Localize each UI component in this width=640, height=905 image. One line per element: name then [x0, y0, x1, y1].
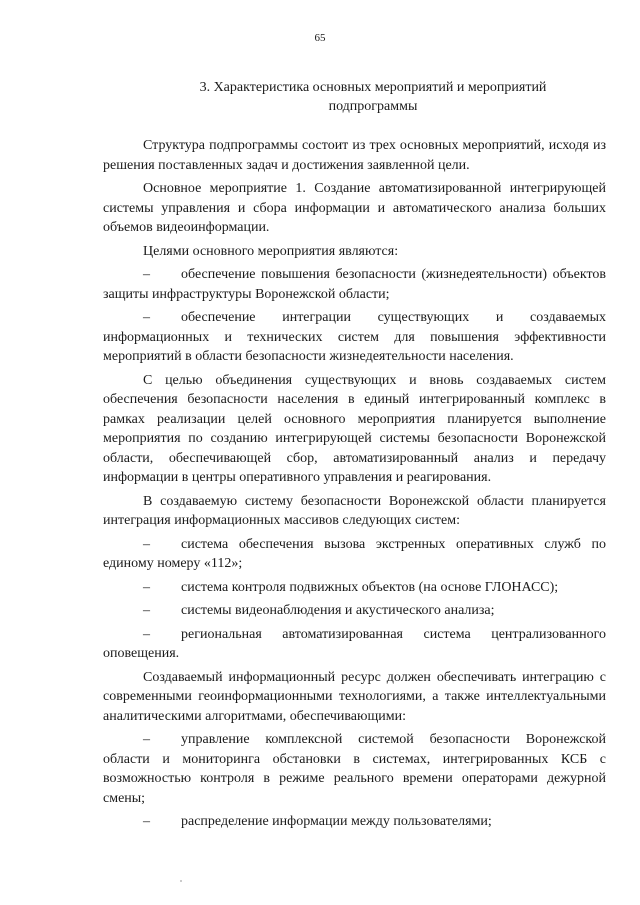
section-title [0, 78, 640, 116]
page-number: 65 [314, 32, 326, 44]
list-item-text: системы видеонаблюдения и акустического анализа; [181, 603, 495, 618]
section-title-line-1: 3. Характеристика основных мероприятий и мероприятий [199, 80, 547, 95]
list-item [103, 812, 606, 832]
paragraph: В создаваемую систему безопасности Воронежской области планируется интеграция информационных массивов следующих систем: [103, 493, 606, 528]
list-dash: – [143, 603, 150, 618]
list-item-text: региональная автоматизированная система централизованного оповещения. [103, 626, 606, 661]
scan-artifact [180, 880, 182, 882]
list-item-text: система контроля подвижных объектов (на основе ГЛОНАСС); [181, 579, 559, 595]
paragraph: Основное мероприятие 1. Создание автоматизированной интегрирующей системы управления и сбора информации и автоматического анализа больших объемов видеоинформации. [103, 181, 606, 235]
list-dash: – [143, 536, 150, 552]
list-item [103, 625, 606, 664]
paragraph: С целью объединения существующих и вновь создаваемых систем обеспечения безопасности населения в единый интегрированный комплекс в рамках реализации целей основного мероприятия планируется выполнение мероприятия по созданию интегрирующей системы безопасности Воронежской области, обеспечивающей сбор, автоматизированный анализ и передачу информации в центры оперативного управления и реагирования. [103, 372, 606, 485]
list-item-text: распределение информации между пользователями; [181, 814, 492, 829]
list-item [103, 308, 606, 367]
list-item [103, 535, 606, 574]
paragraph: Структура подпрограммы состоит из трех основных мероприятий, исходя из решения поставленных задач и достижения заявленной цели. [103, 138, 606, 173]
list-dash: – [143, 814, 150, 829]
list-dash: – [143, 310, 150, 325]
list-item [103, 601, 606, 621]
document-body [103, 136, 606, 836]
paragraph: Целями основного мероприятия являются: [143, 243, 399, 259]
list-dash: – [143, 626, 150, 642]
list-item-text: обеспечение интеграции существующих и создаваемых информационных и технических систем для повышения эффективности мероприятий в области безопасности жизнедеятельности населения. [103, 310, 606, 364]
list-item-text: обеспечение повышения безопасности (жизнедеятельности) объектов защиты инфраструктуры Воронежской области; [103, 267, 606, 302]
section-title-line-2: подпрограммы [328, 99, 418, 114]
paragraph: Создаваемый информационный ресурс должен обеспечивать интеграцию с современными геоинформационными технологиями, а также интеллектуальными аналитическими алгоритмами, обеспечивающими: [103, 669, 606, 724]
list-dash: – [143, 267, 150, 282]
list-dash: – [143, 579, 150, 595]
list-item [103, 265, 606, 304]
list-item-text: система обеспечения вызова экстренных оперативных служб по единому номеру «112»; [103, 536, 606, 571]
list-dash: – [143, 732, 150, 747]
list-item [103, 730, 606, 808]
list-item-text: управление комплексной системой безопасности Воронежской области и мониторинга обстановки в системах, интегрированных КСБ с возможностью контроля в режиме реального времени операторами дежурной смены; [103, 732, 606, 806]
list-item [103, 578, 606, 598]
